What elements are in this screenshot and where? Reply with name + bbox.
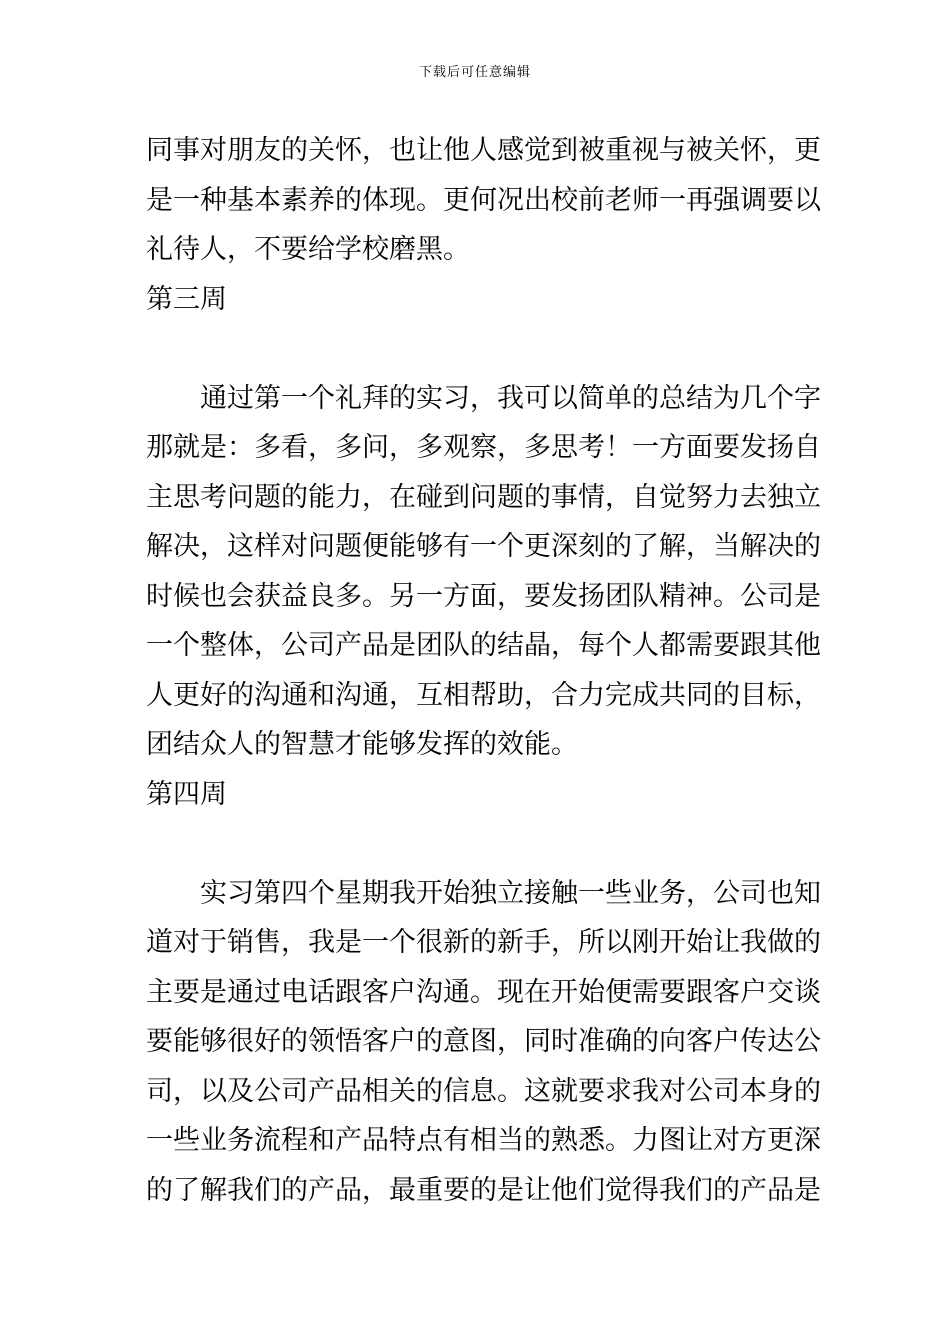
blank-line	[146, 819, 806, 869]
paragraph-line: 司，以及公司产品相关的信息。这就要求我对公司本身的	[146, 1075, 821, 1107]
paragraph-line: 主要是通过电话跟客户沟通。现在开始便需要跟客户交谈	[146, 976, 821, 1008]
paragraph-line: 的了解我们的产品，最重要的是让他们觉得我们的产品是	[146, 1174, 821, 1206]
paragraph-line: 要能够很好的领悟客户的意图，同时准确的向客户传达公	[146, 1026, 821, 1057]
paragraph-line: 时候也会获益良多。另一方面，要发扬团队精神。公司是	[146, 580, 821, 612]
paragraph-line: 一些业务流程和产品特点有相当的熟悉。力图让对方更深	[146, 1125, 821, 1156]
section-heading-week3: 第三周	[146, 283, 227, 315]
paragraph-line: 礼待人，不要给学校磨黑。	[146, 234, 470, 265]
page-header-note: 下载后可任意编辑	[418, 65, 531, 80]
paragraph-line: 团结众人的智慧才能够发挥的效能。	[146, 729, 578, 760]
paragraph-line: 主思考问题的能力，在碰到问题的事情，自觉努力去独立	[146, 481, 821, 513]
paragraph-line: 解决，这样对问题便能够有一个更深刻的了解，当解决的	[146, 531, 821, 562]
paragraph-line: 通过第一个礼拜的实习，我可以简单的总结为几个字	[200, 382, 821, 414]
paragraph-line: 同事对朋友的关怀，也让他人感觉到被重视与被关怀，更	[146, 135, 821, 166]
section-heading-week4: 第四周	[146, 778, 227, 810]
paragraph-line: 人更好的沟通和沟通，互相帮助，合力完成共同的目标，	[146, 679, 821, 711]
paragraph-line: 那就是：多看，多问，多观察，多思考！一方面要发扬自	[146, 432, 821, 463]
paragraph-line: 一个整体，公司产品是团队的结晶，每个人都需要跟其他	[146, 630, 821, 661]
document-body	[146, 126, 821, 1215]
paragraph-line: 是一种基本素养的体现。更何况出校前老师一再强调要以	[146, 184, 821, 216]
paragraph-line: 实习第四个星期我开始独立接触一些业务，公司也知	[200, 877, 821, 909]
blank-line	[146, 324, 806, 374]
paragraph-line: 道对于销售，我是一个很新的新手，所以刚开始让我做的	[146, 927, 821, 958]
